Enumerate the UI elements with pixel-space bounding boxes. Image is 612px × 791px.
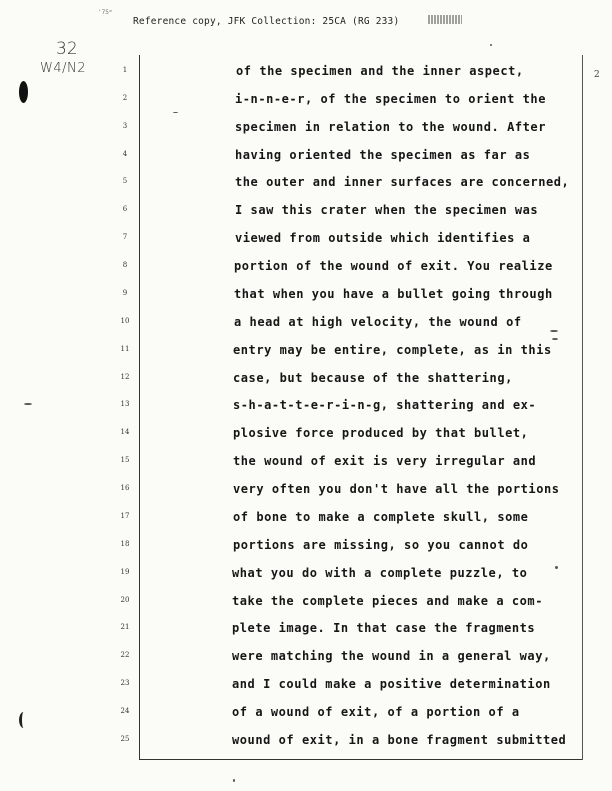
transcript-line: that when you have a bullet going through [234, 287, 553, 301]
line-number: 21 [120, 623, 130, 631]
line-number: 20 [120, 596, 130, 604]
line-number: 16 [120, 484, 130, 492]
transcript-line: of bone to make a complete skull, some [233, 510, 529, 524]
transcript-line: take the complete pieces and make a com- [232, 594, 543, 608]
line-number: 22 [120, 651, 130, 659]
line-number: 25 [120, 735, 130, 743]
line-number: 11 [120, 345, 130, 353]
left-margin-rule [139, 55, 140, 760]
transcript-line: I saw this crater when the specimen was [235, 203, 539, 217]
scan-speck [555, 566, 558, 569]
punch-hole-mark [19, 81, 28, 103]
transcript-line: specimen in relation to the wound. After [235, 120, 546, 134]
transcript-line: portion of the wound of exit. You realize [234, 259, 553, 273]
line-number: 15 [120, 456, 130, 464]
line-number: 2 [122, 94, 128, 102]
line-number: 4 [122, 150, 128, 158]
transcript-line: very often you don't have all the portions [233, 482, 560, 496]
transcript-line: of a wound of exit, of a portion of a [232, 705, 520, 719]
transcript-line: having oriented the specimen as far as [235, 148, 531, 162]
transcript-line: a head at high velocity, the wound of [234, 315, 522, 329]
handwritten-tape-code: W4/N2 [40, 61, 87, 76]
transcript-line: wound of exit, in a bone fragment submitted [232, 733, 567, 747]
scan-speck [24, 403, 32, 405]
punch-hole-mark [19, 712, 28, 728]
transcript-line: entry may be entire, complete, as in this [233, 343, 552, 357]
line-number: 24 [120, 707, 130, 715]
scan-speck [552, 338, 558, 340]
transcript-line: the wound of exit is very irregular and [233, 454, 537, 468]
page-header: Reference copy, JFK Collection: 25CA (RG 233) [133, 16, 400, 27]
line-number: 14 [120, 428, 130, 436]
transcript-line: the outer and inner surfaces are concerned, [235, 175, 570, 189]
transcript-line: s-h-a-t-t-e-r-i-n-g, shattering and ex- [233, 398, 537, 412]
line-number: 6 [122, 205, 128, 213]
scan-speck [173, 112, 178, 113]
line-number: 13 [120, 400, 130, 408]
transcript-line: case, but because of the shattering, [233, 371, 513, 385]
scan-speck [233, 779, 235, 782]
line-number: 1 [122, 66, 128, 74]
line-number: 7 [122, 233, 128, 241]
scan-speck [490, 44, 492, 46]
line-number: 5 [122, 177, 128, 185]
handwritten-page-number: 32 [56, 39, 78, 59]
transcript-line: viewed from outside which identifies a [235, 231, 531, 245]
line-number: 3 [122, 122, 128, 130]
line-number: 8 [122, 261, 128, 269]
scan-speck [550, 330, 558, 332]
transcript-line: plosive force produced by that bullet, [233, 426, 529, 440]
line-number: 12 [120, 373, 130, 381]
line-number: 17 [120, 512, 130, 520]
ink-stamp [428, 15, 462, 24]
line-number: 18 [120, 540, 130, 548]
transcript-line: plete image. In that case the fragments [232, 621, 536, 635]
transcript-line: portions are missing, so you cannot do [233, 538, 529, 552]
line-number: 10 [120, 317, 130, 325]
header-mark: '75ᵐ [98, 9, 113, 16]
transcript-line: of the specimen and the inner aspect, [236, 64, 524, 78]
transcript-line: i-n-n-e-r, of the specimen to orient the [235, 92, 546, 106]
transcript-line: and I could make a positive determination [232, 677, 551, 691]
bottom-rule [139, 759, 582, 760]
line-number: 9 [122, 289, 128, 297]
transcript-line: what you do with a complete puzzle, to [232, 566, 528, 580]
line-number: 23 [120, 679, 130, 687]
transcript-line: were matching the wound in a general way, [232, 649, 551, 663]
page-number: 2 [594, 70, 600, 80]
line-number: 19 [120, 568, 130, 576]
right-margin-rule [582, 55, 583, 760]
